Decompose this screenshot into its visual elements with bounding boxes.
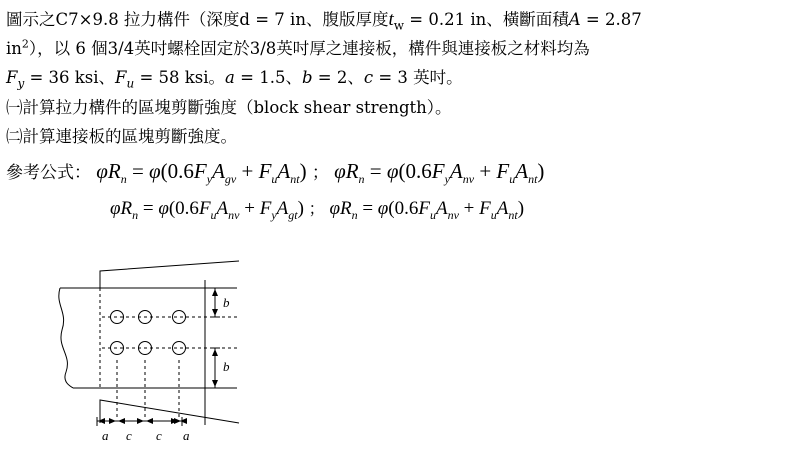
f1-open: (0.6: [160, 159, 194, 183]
plate-bottom-edge: [100, 400, 239, 423]
problem-line-2: [6, 37, 590, 61]
arrowhead: [146, 418, 153, 424]
f4-F1-sub: u: [429, 207, 436, 222]
f2-F2: F: [496, 159, 510, 183]
f1-rhs-phi: φ: [149, 159, 161, 183]
var-Fy-sub: y: [17, 76, 25, 91]
arrowhead: [174, 418, 181, 424]
f3-eq: =: [138, 198, 159, 219]
f3-close: ): [297, 198, 304, 219]
formula-separator-1: ；: [311, 163, 329, 183]
arrowhead: [212, 289, 218, 296]
f3-lhs-phi: φ: [110, 198, 121, 219]
f1-F2: F: [258, 159, 272, 183]
f4-lhs-phi: φ: [329, 198, 340, 219]
var-c: c: [363, 68, 374, 87]
problem-line-3: [6, 66, 463, 90]
f4-A1: A: [435, 198, 448, 219]
problem-line-3-text-b: = 58 ksi。: [134, 68, 226, 87]
formula-separator-2: ；: [308, 199, 325, 218]
f1-close: ): [299, 159, 307, 183]
f2-lhs-sub: n: [358, 172, 365, 187]
problem-line-1: [6, 8, 642, 32]
f2-rhs-phi: φ: [386, 159, 399, 183]
f4-close: ): [517, 198, 525, 219]
question-1: ㈠計算拉力構件的區塊剪斷強度（block shear strength）。: [6, 98, 452, 117]
arrowhead: [212, 380, 218, 387]
problem-line-3-text-e: = 3 英吋。: [373, 68, 463, 87]
f3-A2: A: [276, 198, 289, 219]
dim-label-b-top: b: [223, 295, 230, 310]
problem-line-3-text-a: = 36 ksi、: [24, 68, 116, 87]
formula-row-2: [110, 196, 524, 220]
dim-arrowheads: [98, 289, 218, 424]
f3-open: (0.6: [168, 198, 199, 219]
f2-F1: F: [431, 159, 445, 183]
dim-label-a-left: a: [102, 428, 109, 443]
var-t-sub: w: [393, 18, 405, 33]
unit-in-sup: 2: [21, 37, 29, 51]
f1-lhs-sub: n: [120, 172, 127, 187]
unit-in: in: [6, 39, 22, 58]
f2-close: ): [537, 159, 545, 183]
f2-F2-sub: u: [509, 172, 516, 187]
dim-label-c-2: c: [156, 428, 162, 443]
var-a: a: [225, 68, 235, 87]
f1-A1-sub: gv: [224, 172, 237, 187]
arrowhead: [109, 418, 116, 424]
f4-A2-sub: nt: [508, 207, 518, 222]
f4-A2: A: [496, 198, 509, 219]
arrowhead: [212, 349, 218, 356]
var-Fu-sub: u: [126, 76, 135, 91]
f3-A2-sub: gt: [288, 207, 298, 222]
var-b: b: [301, 68, 313, 87]
var-Fy: F: [6, 68, 18, 87]
f1-F2-sub: u: [271, 172, 278, 187]
f4-rhs-phi: φ: [377, 198, 389, 219]
var-Fu: F: [115, 68, 127, 87]
f2-A1: A: [449, 159, 463, 183]
f2-eq: =: [364, 159, 387, 183]
f1-A2: A: [277, 159, 291, 183]
f3-rhs-phi: φ: [158, 198, 169, 219]
f3-plus: +: [239, 198, 260, 219]
problem-line-2-text: ），以 6 個3/4英吋螺栓固定於3/8英吋厚之連接板，構件與連接板之材料均為: [28, 39, 590, 58]
arrowhead: [118, 418, 125, 424]
f1-lhs-R: R: [107, 159, 121, 183]
f4-F2: F: [479, 198, 491, 219]
f3-lhs-sub: n: [132, 207, 139, 222]
f1-lhs-phi: φ: [96, 159, 108, 183]
f3-lhs-R: R: [120, 198, 133, 219]
f3-F2-sub: y: [271, 207, 277, 222]
f2-open: (0.6: [398, 159, 432, 183]
f3-F1: F: [198, 198, 211, 219]
f3-A1-sub: nv: [228, 207, 240, 222]
var-A: A: [568, 10, 581, 29]
arrowhead: [98, 418, 105, 424]
problem-line-3-text-d: = 2、: [312, 68, 364, 87]
formula-row-1: [6, 158, 545, 187]
f3-A1: A: [216, 198, 229, 219]
dim-label-a-right: a: [183, 428, 190, 443]
f3-F1-sub: u: [210, 207, 217, 222]
f1-eq: =: [126, 159, 150, 183]
problem-line-1-text-c: = 2.87: [580, 10, 642, 29]
arrowhead: [212, 309, 218, 316]
problem-line-3-text-c: = 1.5、: [234, 68, 302, 87]
member-break-line: [59, 288, 73, 388]
var-t: t: [388, 9, 394, 30]
f2-plus: +: [474, 159, 497, 183]
dim-label-c-1: c: [126, 428, 132, 443]
arrowhead: [180, 418, 187, 424]
f4-F1: F: [418, 198, 430, 219]
f2-lhs-phi: φ: [334, 159, 346, 183]
f2-lhs-R: R: [345, 159, 359, 183]
f4-F2-sub: u: [490, 207, 497, 222]
f4-lhs-sub: n: [351, 207, 358, 222]
f1-F1: F: [193, 159, 207, 183]
f1-plus: +: [236, 159, 259, 183]
problem-line-1-text-a: 圖示之C7×9.8 拉力構件（深度d = 7 in、腹版厚度: [6, 10, 389, 29]
formula-label: 參考公式：: [6, 163, 91, 183]
dim-label-b-bottom: b: [223, 359, 230, 374]
f4-open: (0.6: [388, 198, 419, 219]
problem-line-1-text-b: = 0.21 in、橫斷面積: [404, 10, 569, 29]
f4-plus: +: [458, 198, 480, 219]
arrowhead: [137, 418, 144, 424]
f1-A2-sub: nt: [290, 172, 300, 187]
f2-A2: A: [515, 159, 529, 183]
question-2: ㈡計算連接板的區塊剪斷強度。: [6, 127, 237, 146]
connection-diagram: [0, 260, 787, 452]
plate-top-edge: [100, 261, 239, 288]
f2-A1-sub: nv: [462, 172, 475, 187]
f1-F1-sub: y: [206, 172, 213, 187]
f2-F1-sub: y: [444, 172, 450, 187]
f4-A1-sub: nv: [447, 207, 459, 222]
f3-F2: F: [259, 198, 272, 219]
f4-lhs-R: R: [339, 198, 352, 219]
f2-A2-sub: nt: [528, 172, 538, 187]
f1-A1: A: [212, 159, 225, 183]
f4-eq: =: [357, 198, 378, 219]
